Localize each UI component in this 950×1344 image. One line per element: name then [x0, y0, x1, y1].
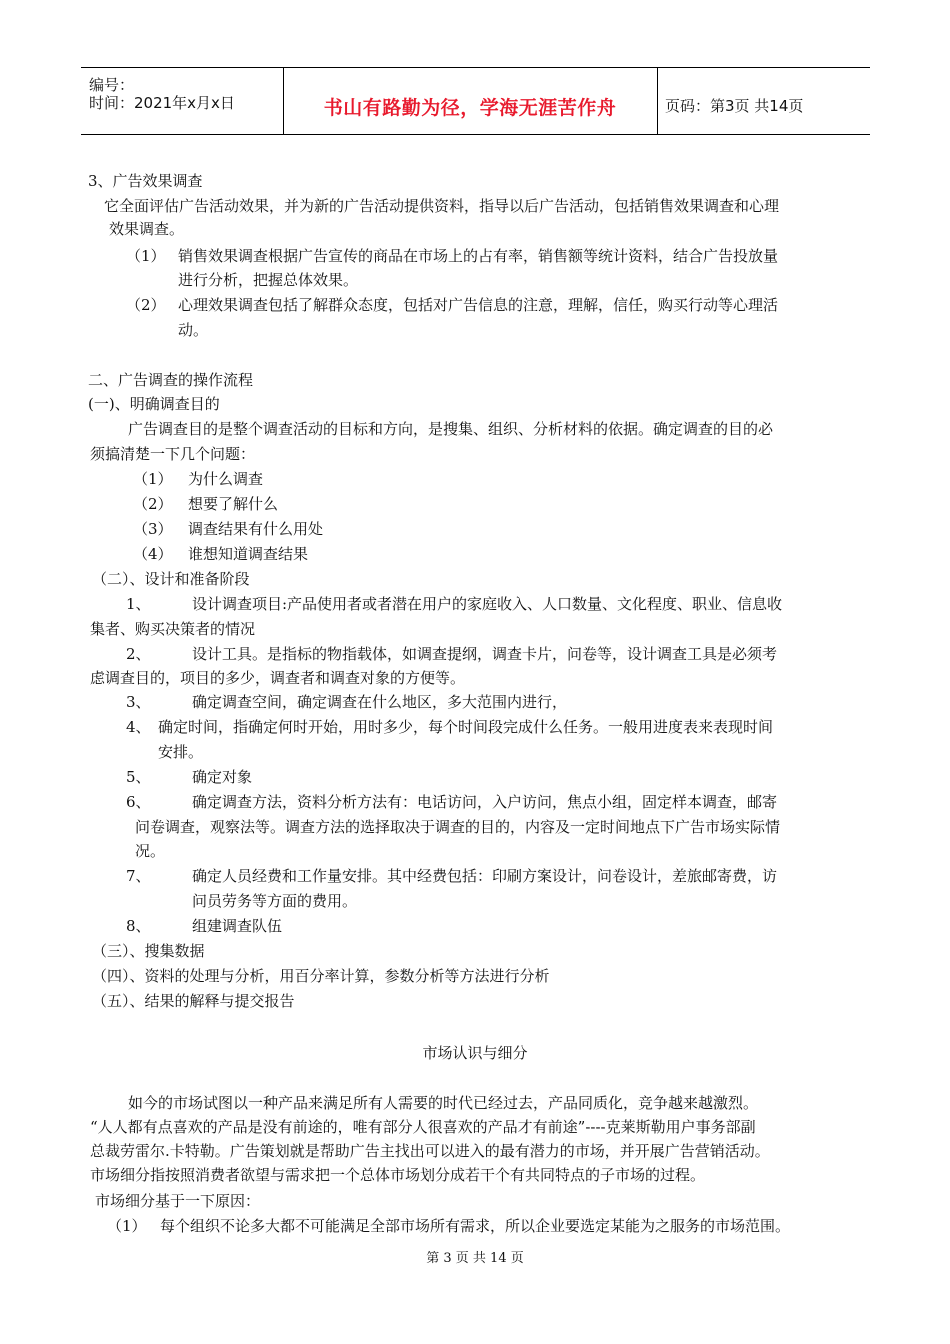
list-item-text: 心理效果调查包括了解群众态度，包括对广告信息的注意，理解，信任，购买行动等心理活 [178, 296, 779, 314]
paragraph-line: 总裁劳雷尔.卡特勒。广告策划就是帮助广告主找出可以进入的最有潜力的市场，并开展广告营销活动。 [90, 1142, 770, 1160]
header-motto: 书山有路勤为径，学海无涯苦作舟 [323, 97, 617, 119]
list-item-text: 设计调查项目:产品使用者或者潜在用户的家庭收入、人口数量、文化程度、职业、信息收 [192, 595, 783, 613]
list-item-text: 调查结果有什么用处 [188, 520, 324, 538]
header-center-cell [283, 68, 658, 134]
list-item-text: 确定时间，指确定何时开始，用时多少，每个时间段完成什么任务。一般用进度表来表现时间 [158, 718, 774, 736]
list-item-text: 谁想知道调查结果 [188, 545, 309, 563]
list-item-text: 销售效果调查根据广告宣传的商品在市场上的占有率，销售额等统计资料，结合广告投放量 [178, 247, 779, 265]
paragraph-line: 效果调查。 [109, 220, 185, 238]
list-marker: （3） [133, 520, 173, 538]
list-marker: 1、 [126, 595, 151, 613]
paragraph-line: 它全面评估广告活动效果，并为新的广告活动提供资料，指导以后广告活动，包括销售效果调查和心理 [104, 197, 780, 215]
paragraph-line: 须搞清楚一下几个问题： [90, 445, 256, 463]
list-item-text: 虑调查目的，项目的多少，调查者和调查对象的方便等。 [90, 669, 466, 687]
list-item-text: 确定人员经费和工作量安排。其中经费包括：印刷方案设计，问卷设计，差旅邮寄费，访 [192, 867, 778, 885]
list-marker: 3、 [126, 693, 151, 711]
list-item-text: 况。 [135, 842, 166, 860]
list-item-text: 确定调查方法，资料分析方法有：电话访问，入户访问，焦点小组，固定样本调查，邮寄 [192, 793, 778, 811]
page-number-label: 页码：第3页 共14页 [665, 97, 804, 115]
list-item-text: 进行分析，把握总体效果。 [178, 271, 359, 289]
list-marker: 2、 [126, 645, 151, 663]
list-marker: （1） [133, 470, 173, 488]
list-item-text: 每个组织不论多大都不可能满足全部市场所有需求，所以企业要选定某能为之服务的市场范围。 [160, 1217, 791, 1235]
header-right-cell [657, 68, 870, 134]
list-item-text: 确定对象 [192, 768, 253, 786]
list-marker: 6、 [126, 793, 151, 811]
list-marker: （1） [126, 247, 166, 265]
page-header [81, 67, 870, 135]
list-item-text: 确定调查空间，确定调查在什么地区，多大范围内进行， [192, 693, 568, 711]
date-label: 时间：2021年x月x日 [89, 94, 235, 112]
paragraph-line: 市场细分基于一下原因： [95, 1192, 261, 1210]
subsection-heading: （三）、搜集数据 [92, 942, 205, 960]
list-marker: 7、 [126, 867, 151, 885]
paragraph-line: 市场细分指按照消费者欲望与需求把一个总体市场划分成若干个有共同特点的子市场的过程。 [90, 1166, 706, 1184]
page-footer: 第 3 页 共 14 页 [426, 1251, 524, 1266]
subsection-heading: （五）、结果的解释与提交报告 [92, 992, 295, 1010]
list-item-text: 安排。 [158, 743, 204, 761]
list-marker: （2） [126, 296, 166, 314]
section-heading: 3、广告效果调查 [88, 172, 203, 190]
list-marker: （1） [107, 1217, 147, 1235]
paragraph-line: “人人都有点喜欢的产品是没有前途的，唯有部分人很喜欢的产品才有前途”----克莱斯勒用户事务部副 [90, 1118, 756, 1136]
list-marker: 8、 [126, 917, 151, 935]
list-marker: （4） [133, 545, 173, 563]
list-item-text: 动。 [178, 321, 209, 339]
section-title: 市场认识与细分 [422, 1044, 528, 1062]
list-marker: （2） [133, 495, 173, 513]
list-marker: 4、 [126, 718, 151, 736]
subsection-heading: （二）、设计和准备阶段 [92, 570, 250, 588]
subsection-heading: (一)、明确调查目的 [88, 395, 220, 413]
paragraph-line: 如今的市场试图以一种产品来满足所有人需要的时代已经过去，产品同质化，竞争越来越激烈。 [128, 1094, 759, 1112]
number-label: 编号： [89, 76, 135, 94]
list-item-text: 集者、购买决策者的情况 [90, 620, 256, 638]
subsection-heading: （四）、资料的处理与分析，用百分率计算，参数分析等方法进行分析 [92, 967, 550, 985]
list-item-text: 组建调查队伍 [192, 917, 283, 935]
header-left-cell [81, 68, 284, 134]
list-item-text: 设计工具。是指标的物指载体，如调查提纲，调查卡片，问卷等，设计调查工具是必须考 [192, 645, 778, 663]
list-item-text: 问卷调查，观察法等。调查方法的选择取决于调查的目的，内容及一定时间地点下广告市场实际情 [135, 818, 781, 836]
list-item-text: 问员劳务等方面的费用。 [192, 892, 358, 910]
section-heading: 二、广告调查的操作流程 [88, 371, 254, 389]
list-item-text: 为什么调查 [188, 470, 264, 488]
list-marker: 5、 [126, 768, 151, 786]
paragraph-line: 广告调查目的是整个调查活动的目标和方向，是搜集、组织、分析材料的依据。确定调查的目的必 [128, 420, 774, 438]
list-item-text: 想要了解什么 [188, 495, 279, 513]
